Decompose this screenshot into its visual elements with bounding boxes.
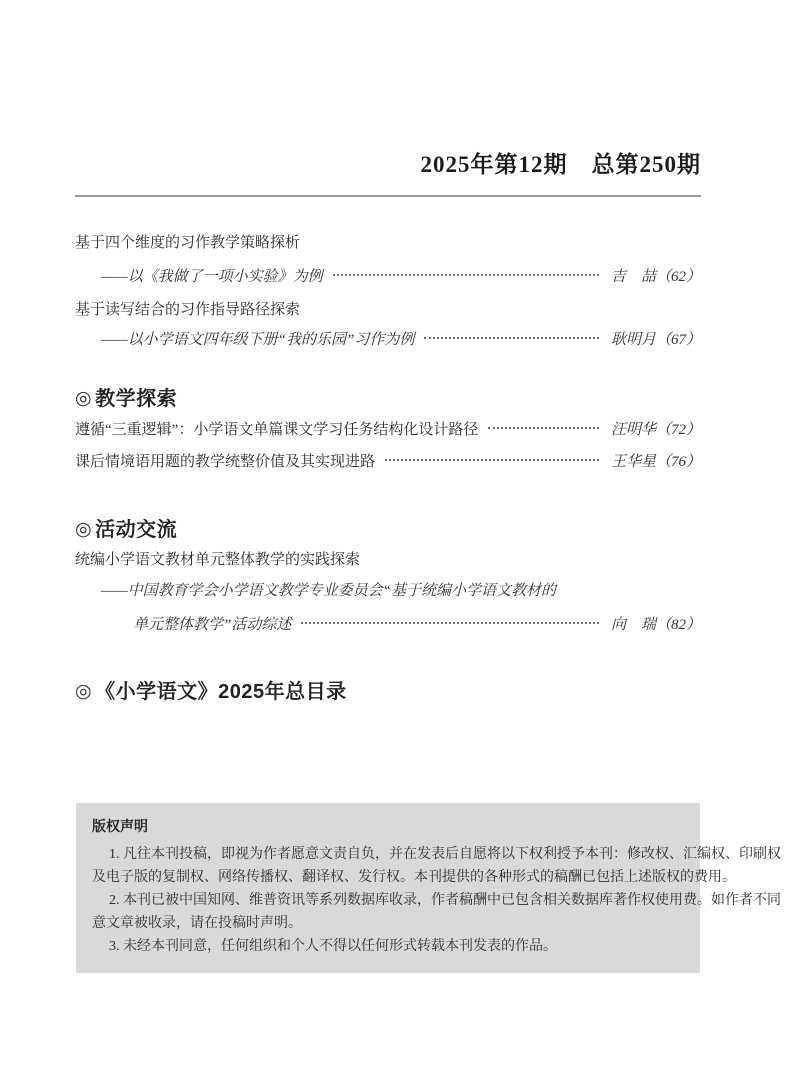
dot-leader: [488, 427, 599, 429]
section-title: 活动交流: [95, 519, 178, 541]
toc-entry-subtitle-row: [75, 580, 701, 602]
article-page-ref: （82）: [655, 617, 701, 633]
section-heading-annual-index: [75, 678, 701, 706]
section-title: 《小学语文》2025年总目录: [95, 681, 347, 703]
dot-leader: [301, 622, 599, 624]
copyright-line: 3. 未经本刊同意，任何组织和个人不得以任何形式转载本刊发表的作品。: [109, 939, 557, 954]
article-author: 汪明华: [610, 422, 656, 438]
section-heading-teaching-exploration: [75, 385, 701, 413]
article-subtitle-line1: ——中国教育学会小学语文教学专业委员会“基于统编小学语文教材的: [101, 583, 557, 599]
dot-leader: [385, 459, 599, 461]
article-title: 基于读写结合的习作指导路径探索: [75, 302, 301, 318]
article-author: 吉 喆: [610, 269, 656, 285]
article-author: 向 瑞: [610, 617, 656, 633]
article-page-ref: （76）: [655, 454, 701, 470]
copyright-line: 1. 凡往本刊投稿，即视为作者愿意文责自负，并在发表后自愿将以下权利授予本刊：修改权、汇编权、印刷权: [109, 847, 781, 862]
toc-entry-row: [75, 451, 701, 473]
issue-header: [75, 150, 701, 180]
header-divider: [75, 195, 701, 197]
copyright-title: 版权声明: [92, 818, 148, 834]
section-title: 教学探索: [95, 388, 178, 410]
toc-entry-subtitle-row: [75, 266, 701, 288]
article-title: 基于四个维度的习作教学策略探析: [75, 235, 301, 251]
article-title: 遵循“三重逻辑”：小学语文单篇课文学习任务结构化设计路径: [75, 422, 479, 438]
toc-entry-row: [75, 419, 701, 441]
section-bullet-icon: ◎: [75, 519, 93, 540]
dot-leader: [424, 337, 599, 339]
article-author: 王华星: [610, 454, 656, 470]
copyright-line: 2. 本刊已被中国知网、维普资讯等系列数据库收录，作者稿酬中已包含相关数据库著作权使用费。如作者不同: [109, 893, 781, 908]
article-title: 统编小学语文教材单元整体教学的实践探索: [75, 552, 361, 568]
article-author: 耿明月: [610, 332, 656, 348]
toc-entry-subtitle-row: [75, 329, 701, 351]
copyright-line: 及电子版的复制权、网络传播权、翻译权、发行权。本刊提供的各种形式的稿酬已包括上述版权的费用。: [92, 870, 736, 885]
copyright-line: 意文章被收录，请在投稿时声明。: [92, 916, 302, 931]
copyright-box: [76, 803, 781, 973]
toc-entry-subtitle-row: [75, 614, 701, 636]
article-subtitle: ——以小学语文四年级下册“我的乐园”习作为例: [101, 332, 415, 348]
dot-leader: [333, 274, 599, 276]
section-bullet-icon: ◎: [75, 681, 93, 702]
article-subtitle: ——以《我做了一项小实验》为例: [101, 269, 323, 285]
article-page-ref: （67）: [655, 332, 701, 348]
issue-header-text: 2025年第12期 总第250期: [420, 152, 701, 177]
article-page-ref: （72）: [655, 422, 701, 438]
toc-entry-title: [75, 232, 701, 254]
toc-entry-title: [75, 299, 701, 321]
toc-entry-title: [75, 549, 701, 571]
article-subtitle-line2: 单元整体教学”活动综述: [133, 617, 292, 633]
section-bullet-icon: ◎: [75, 388, 93, 409]
article-page-ref: （62）: [655, 269, 701, 285]
section-heading-activity-exchange: [75, 516, 701, 544]
article-title: 课后情境语用题的教学统整价值及其实现进路: [75, 454, 376, 470]
